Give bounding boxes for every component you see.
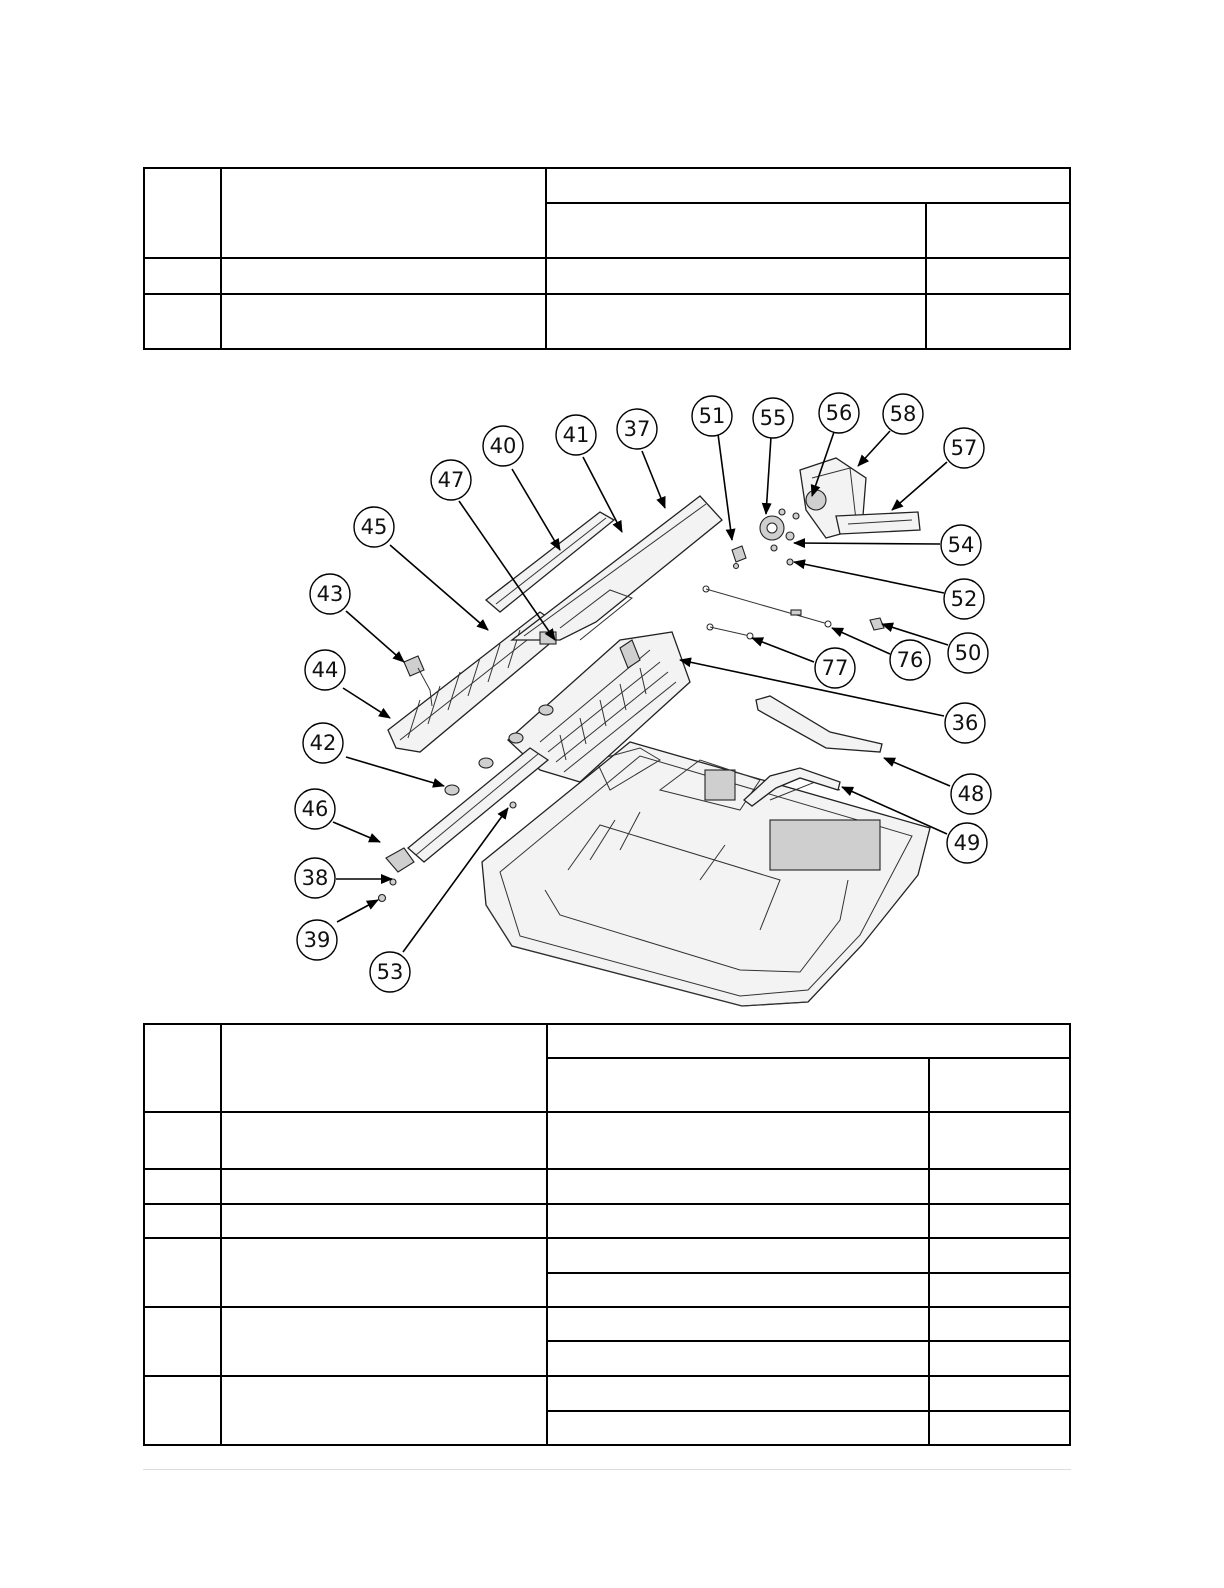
exploded-parts-diagram [295, 393, 991, 1006]
bottom-table-border [144, 1024, 1070, 1445]
callout-45 [354, 507, 394, 547]
bottom-parts-table [144, 1024, 1070, 1445]
callout-41 [556, 415, 596, 455]
callout-label: 38 [301, 866, 329, 890]
callout-label: 48 [957, 782, 985, 806]
footer-rule [143, 1469, 1071, 1470]
callout-55 [753, 398, 793, 438]
callout-76 [890, 640, 930, 680]
callout-label: 51 [698, 404, 726, 428]
callout-57 [944, 428, 984, 468]
callout-44 [305, 650, 345, 690]
callout-label: 58 [889, 402, 917, 426]
callout-40 [483, 426, 523, 466]
callout-label: 36 [951, 711, 979, 735]
callout-label: 46 [301, 797, 329, 821]
callout-label: 53 [376, 960, 404, 984]
callout-label: 56 [825, 401, 853, 425]
callout-47 [431, 460, 471, 500]
callout-label: 49 [953, 831, 981, 855]
flat-cable-parts [744, 696, 882, 806]
pin-parts [703, 586, 884, 639]
callout-label: 76 [896, 648, 924, 672]
callout-label: 50 [954, 641, 982, 665]
callout-label: 37 [623, 417, 651, 441]
callout-48 [951, 774, 991, 814]
callout-label: 55 [759, 406, 787, 430]
callout-50 [948, 633, 988, 673]
callout-label: 45 [360, 515, 388, 539]
callout-42 [303, 723, 343, 763]
callout-label: 52 [950, 587, 978, 611]
callout-43 [310, 574, 350, 614]
callout-39 [297, 920, 337, 960]
base-tray-part [482, 742, 930, 1006]
callout-label: 42 [309, 731, 337, 755]
top-parts-table [144, 168, 1070, 349]
callout-label: 43 [316, 582, 344, 606]
callout-53 [370, 952, 410, 992]
callout-77 [815, 648, 855, 688]
gear-assembly-part [732, 458, 920, 569]
callout-58 [883, 394, 923, 434]
callout-46 [295, 789, 335, 829]
callout-label: 40 [489, 434, 517, 458]
callout-label: 57 [950, 436, 978, 460]
callout-38 [295, 858, 335, 898]
callout-label: 39 [303, 928, 331, 952]
callout-label: 54 [947, 533, 975, 557]
upper-cover-part [486, 496, 722, 644]
callout-label: 47 [437, 468, 465, 492]
callout-49 [947, 823, 987, 863]
callout-label: 44 [311, 658, 339, 682]
callout-36 [945, 703, 985, 743]
callout-54 [941, 525, 981, 565]
callout-51 [692, 396, 732, 436]
callout-52 [944, 579, 984, 619]
callout-label: 41 [562, 423, 590, 447]
callout-37 [617, 409, 657, 449]
callout-label: 77 [821, 656, 849, 680]
callout-56 [819, 393, 859, 433]
